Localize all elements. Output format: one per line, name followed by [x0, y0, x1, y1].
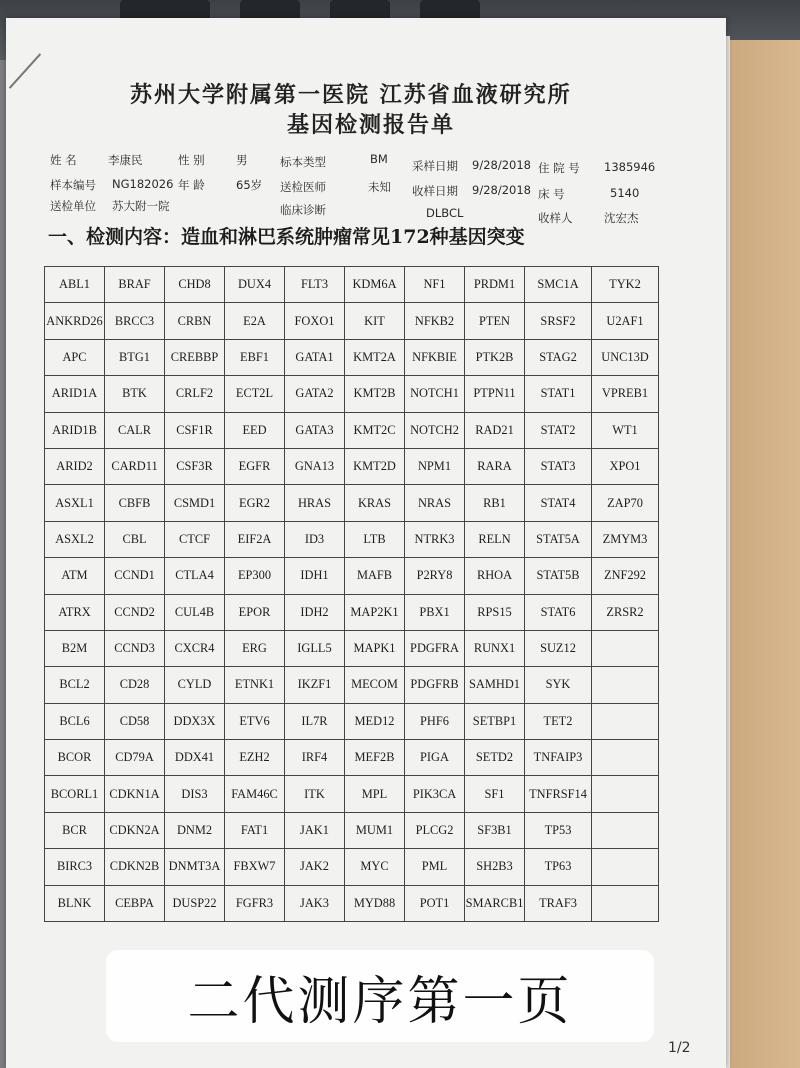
gene-cell: ZMYM3 — [592, 521, 659, 557]
gene-cell: CCND1 — [105, 558, 165, 594]
gene-cell: CDKN2A — [105, 812, 165, 848]
gene-cell: DNM2 — [165, 812, 225, 848]
gene-cell: MAFB — [345, 558, 405, 594]
gene-cell: JAK3 — [285, 885, 345, 921]
gene-cell: MED12 — [345, 703, 405, 739]
gene-cell: DIS3 — [165, 776, 225, 812]
gene-cell: MEF2B — [345, 740, 405, 776]
gene-cell: GATA3 — [285, 412, 345, 448]
specimen-type-label: 标本类型 — [280, 155, 326, 169]
gene-cell: ARID1A — [45, 376, 105, 412]
gene-cell: GNA13 — [285, 448, 345, 484]
specimen-type-value: BM — [370, 152, 388, 166]
table-row — [45, 267, 659, 303]
gene-cell — [592, 812, 659, 848]
gene-cell: NTRK3 — [405, 521, 465, 557]
gene-cell: PDGFRA — [405, 630, 465, 666]
gene-cell: PLCG2 — [405, 812, 465, 848]
table-row — [45, 376, 659, 412]
gene-cell: CHD8 — [165, 267, 225, 303]
gene-cell: XPO1 — [592, 448, 659, 484]
gene-cell: TET2 — [525, 703, 592, 739]
table-row — [45, 776, 659, 812]
gene-cell: BIRC3 — [45, 849, 105, 885]
receipt-date-value: 9/28/2018 — [472, 183, 531, 197]
gene-cell: BCR — [45, 812, 105, 848]
gene-cell: JAK2 — [285, 849, 345, 885]
gene-cell: CCND3 — [105, 630, 165, 666]
report-title: 基因检测报告单 — [287, 112, 456, 138]
gene-cell: STAT4 — [525, 485, 592, 521]
gene-cell: SAMHD1 — [465, 667, 525, 703]
desk-surface — [720, 40, 800, 1068]
table-row — [45, 448, 659, 484]
gene-cell: EP300 — [225, 558, 285, 594]
clinical-diagnosis-label: 临床诊断 — [280, 203, 326, 217]
gene-cell — [592, 776, 659, 812]
gene-cell: E2A — [225, 303, 285, 339]
table-row — [45, 703, 659, 739]
gene-cell: WT1 — [592, 412, 659, 448]
gene-cell: SETD2 — [465, 740, 525, 776]
sex-label: 性 别 — [178, 153, 205, 167]
gene-cell: FAT1 — [225, 812, 285, 848]
gene-cell: FBXW7 — [225, 849, 285, 885]
gene-cell: KRAS — [345, 485, 405, 521]
gene-cell: KMT2A — [345, 339, 405, 375]
gene-cell: BRCC3 — [105, 303, 165, 339]
gene-cell — [592, 885, 659, 921]
gene-cell: DUSP22 — [165, 885, 225, 921]
table-row — [45, 412, 659, 448]
sampling-date-value: 9/28/2018 — [472, 158, 531, 172]
gene-cell: RB1 — [465, 485, 525, 521]
gene-cell: TP53 — [525, 812, 592, 848]
gene-cell: RELN — [465, 521, 525, 557]
gene-cell: APC — [45, 339, 105, 375]
gene-cell: MAPK1 — [345, 630, 405, 666]
gene-cell: CEBPA — [105, 885, 165, 921]
page-number: 1/2 — [668, 1040, 691, 1056]
gene-cell: PML — [405, 849, 465, 885]
gene-cell: STAG2 — [525, 339, 592, 375]
gene-cell: MYD88 — [345, 885, 405, 921]
gene-cell: EED — [225, 412, 285, 448]
table-row — [45, 485, 659, 521]
gene-cell: ATRX — [45, 594, 105, 630]
gene-cell: FLT3 — [285, 267, 345, 303]
inpatient-no-label: 住 院 号 — [538, 161, 580, 175]
gene-cell: UNC13D — [592, 339, 659, 375]
gene-cell: NOTCH2 — [405, 412, 465, 448]
gene-cell: NFKB2 — [405, 303, 465, 339]
bed-no-label: 床 号 — [538, 187, 565, 201]
gene-cell: MYC — [345, 849, 405, 885]
sampling-date-label: 采样日期 — [412, 159, 458, 173]
gene-cell: LTB — [345, 521, 405, 557]
gene-cell: CCND2 — [105, 594, 165, 630]
sex-value: 男 — [236, 153, 248, 167]
gene-cell: ZAP70 — [592, 485, 659, 521]
gene-cell: CSF3R — [165, 448, 225, 484]
gene-cell: ASXL2 — [45, 521, 105, 557]
gene-cell: EPOR — [225, 594, 285, 630]
gene-cell: SRSF2 — [525, 303, 592, 339]
gene-cell: MECOM — [345, 667, 405, 703]
gene-cell: PTK2B — [465, 339, 525, 375]
caption-overlay — [106, 950, 654, 1042]
gene-cell: KDM6A — [345, 267, 405, 303]
gene-cell: PIK3CA — [405, 776, 465, 812]
gene-cell: SETBP1 — [465, 703, 525, 739]
gene-cell: TP63 — [525, 849, 592, 885]
gene-cell: PHF6 — [405, 703, 465, 739]
gene-cell: DNMT3A — [165, 849, 225, 885]
gene-cell: TYK2 — [592, 267, 659, 303]
gene-cell: KMT2B — [345, 376, 405, 412]
gene-cell: PDGFRB — [405, 667, 465, 703]
gene-cell: DUX4 — [225, 267, 285, 303]
gene-cell: KMT2D — [345, 448, 405, 484]
receipt-date-label: 收样日期 — [412, 184, 458, 198]
gene-cell: ABL1 — [45, 267, 105, 303]
gene-cell: ID3 — [285, 521, 345, 557]
gene-cell: TRAF3 — [525, 885, 592, 921]
gene-cell: GATA1 — [285, 339, 345, 375]
gene-cell: CD58 — [105, 703, 165, 739]
gene-cell: CREBBP — [165, 339, 225, 375]
receiver-value: 沈宏杰 — [604, 211, 639, 225]
gene-cell: EGR2 — [225, 485, 285, 521]
gene-cell: PTPN11 — [465, 376, 525, 412]
gene-cell: IDH2 — [285, 594, 345, 630]
hospital-title: 苏州大学附属第一医院 江苏省血液研究所 — [130, 82, 572, 108]
gene-cell: BTG1 — [105, 339, 165, 375]
gene-cell: DDX3X — [165, 703, 225, 739]
gene-cell: MPL — [345, 776, 405, 812]
inpatient-no-value: 1385946 — [604, 160, 656, 174]
gene-cell: PBX1 — [405, 594, 465, 630]
gene-cell: SMARCB1 — [465, 885, 525, 921]
gene-cell — [592, 849, 659, 885]
gene-cell: EIF2A — [225, 521, 285, 557]
gene-cell: ARID1B — [45, 412, 105, 448]
gene-cell: SMC1A — [525, 267, 592, 303]
gene-cell: GATA2 — [285, 376, 345, 412]
section-title: 一、检测内容：造血和淋巴系统肿瘤常见172种基因突变 — [48, 226, 525, 248]
table-row — [45, 630, 659, 666]
gene-cell: SF1 — [465, 776, 525, 812]
bed-no-value: 5140 — [610, 186, 640, 200]
referring-doctor-value: 未知 — [368, 180, 391, 194]
gene-cell: ATM — [45, 558, 105, 594]
gene-cell: BRAF — [105, 267, 165, 303]
gene-cell: HRAS — [285, 485, 345, 521]
gene-cell: CXCR4 — [165, 630, 225, 666]
table-row — [45, 667, 659, 703]
sample-no-value: NG182026 — [112, 177, 174, 191]
gene-cell: RPS15 — [465, 594, 525, 630]
gene-cell: EGFR — [225, 448, 285, 484]
gene-cell: BCL2 — [45, 667, 105, 703]
gene-cell: MUM1 — [345, 812, 405, 848]
gene-table-body — [45, 267, 659, 922]
gene-cell: SUZ12 — [525, 630, 592, 666]
table-row — [45, 303, 659, 339]
table-row — [45, 558, 659, 594]
gene-cell: CARD11 — [105, 448, 165, 484]
gene-cell — [592, 630, 659, 666]
gene-cell — [592, 703, 659, 739]
gene-cell: NRAS — [405, 485, 465, 521]
gene-cell: ECT2L — [225, 376, 285, 412]
gene-cell: ETNK1 — [225, 667, 285, 703]
gene-cell: STAT5B — [525, 558, 592, 594]
gene-cell: VPREB1 — [592, 376, 659, 412]
gene-cell: MAP2K1 — [345, 594, 405, 630]
gene-cell: IKZF1 — [285, 667, 345, 703]
table-row — [45, 339, 659, 375]
gene-cell: CTCF — [165, 521, 225, 557]
gene-cell: SYK — [525, 667, 592, 703]
gene-cell: CRLF2 — [165, 376, 225, 412]
gene-cell: RHOA — [465, 558, 525, 594]
gene-cell: CSF1R — [165, 412, 225, 448]
table-row — [45, 849, 659, 885]
gene-table — [44, 266, 659, 922]
name-value: 李康民 — [108, 153, 143, 167]
gene-cell: DDX41 — [165, 740, 225, 776]
table-row — [45, 812, 659, 848]
table-row — [45, 521, 659, 557]
submitting-unit-value: 苏大附一院 — [112, 199, 170, 213]
gene-cell: U2AF1 — [592, 303, 659, 339]
gene-cell: KMT2C — [345, 412, 405, 448]
name-label: 姓 名 — [50, 153, 77, 167]
gene-cell: FAM46C — [225, 776, 285, 812]
gene-cell: NOTCH1 — [405, 376, 465, 412]
gene-cell: BCORL1 — [45, 776, 105, 812]
gene-cell: CBFB — [105, 485, 165, 521]
gene-cell: CSMD1 — [165, 485, 225, 521]
gene-cell: IRF4 — [285, 740, 345, 776]
clinical-diagnosis-value: DLBCL — [426, 206, 464, 220]
gene-cell: CUL4B — [165, 594, 225, 630]
gene-cell: ZRSR2 — [592, 594, 659, 630]
gene-cell: RUNX1 — [465, 630, 525, 666]
gene-cell: RARA — [465, 448, 525, 484]
gene-cell: CDKN2B — [105, 849, 165, 885]
gene-cell: CD28 — [105, 667, 165, 703]
gene-cell: SF3B1 — [465, 812, 525, 848]
gene-cell: P2RY8 — [405, 558, 465, 594]
gene-cell: B2M — [45, 630, 105, 666]
gene-cell: STAT2 — [525, 412, 592, 448]
table-row — [45, 594, 659, 630]
gene-cell: CDKN1A — [105, 776, 165, 812]
gene-cell: CTLA4 — [165, 558, 225, 594]
age-label: 年 龄 — [178, 178, 205, 192]
gene-cell: POT1 — [405, 885, 465, 921]
gene-cell: ITK — [285, 776, 345, 812]
gene-cell: RAD21 — [465, 412, 525, 448]
gene-cell: PTEN — [465, 303, 525, 339]
gene-cell: CYLD — [165, 667, 225, 703]
gene-cell: ASXL1 — [45, 485, 105, 521]
gene-cell: EBF1 — [225, 339, 285, 375]
gene-cell: CALR — [105, 412, 165, 448]
gene-cell: EZH2 — [225, 740, 285, 776]
gene-cell: STAT1 — [525, 376, 592, 412]
gene-cell: NFKBIE — [405, 339, 465, 375]
gene-cell: STAT6 — [525, 594, 592, 630]
gene-cell: CRBN — [165, 303, 225, 339]
overlay-caption: 二代测序第一页 — [187, 971, 573, 1032]
gene-cell: FGFR3 — [225, 885, 285, 921]
table-row — [45, 740, 659, 776]
gene-cell: JAK1 — [285, 812, 345, 848]
table-row — [45, 885, 659, 921]
gene-cell: STAT5A — [525, 521, 592, 557]
gene-cell: CD79A — [105, 740, 165, 776]
gene-cell: BTK — [105, 376, 165, 412]
gene-cell: SH2B3 — [465, 849, 525, 885]
gene-cell: TNFRSF14 — [525, 776, 592, 812]
gene-cell: BLNK — [45, 885, 105, 921]
gene-cell: NPM1 — [405, 448, 465, 484]
gene-cell: BCL6 — [45, 703, 105, 739]
gene-cell: ETV6 — [225, 703, 285, 739]
submitting-unit-label: 送检单位 — [50, 199, 96, 213]
gene-cell: ANKRD26 — [45, 303, 105, 339]
gene-cell: IGLL5 — [285, 630, 345, 666]
gene-cell: CBL — [105, 521, 165, 557]
gene-cell: NF1 — [405, 267, 465, 303]
gene-cell: STAT3 — [525, 448, 592, 484]
gene-cell: FOXO1 — [285, 303, 345, 339]
gene-cell: PRDM1 — [465, 267, 525, 303]
gene-cell — [592, 667, 659, 703]
gene-cell: TNFAIP3 — [525, 740, 592, 776]
gene-cell: ZNF292 — [592, 558, 659, 594]
gene-cell: IL7R — [285, 703, 345, 739]
age-value: 65岁 — [236, 178, 263, 192]
referring-doctor-label: 送检医师 — [280, 180, 326, 194]
gene-cell: BCOR — [45, 740, 105, 776]
gene-cell: KIT — [345, 303, 405, 339]
receiver-label: 收样人 — [538, 211, 573, 225]
gene-cell: PIGA — [405, 740, 465, 776]
gene-cell: ERG — [225, 630, 285, 666]
gene-cell — [592, 740, 659, 776]
sample-no-label: 样本编号 — [50, 178, 96, 192]
gene-cell: ARID2 — [45, 448, 105, 484]
gene-cell: IDH1 — [285, 558, 345, 594]
